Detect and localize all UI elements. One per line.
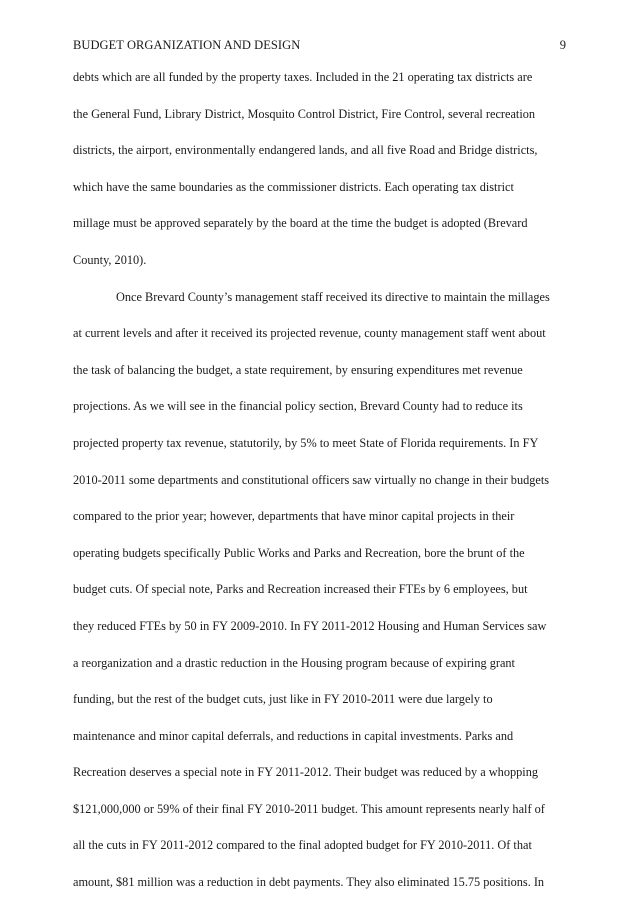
text-line: the task of balancing the budget, a state requirement, by ensuring expenditures met revenue: [73, 362, 523, 377]
text-line: compared to the prior year; however, departments that have minor capital projects in their: [73, 509, 515, 524]
text-line: Recreation deserves a special note in FY 2011-2012. Their budget was reduced by a whopping: [73, 765, 538, 780]
text-line: millage must be approved separately by the board at the time the budget is adopted (Brevard: [73, 216, 528, 231]
text-line: which have the same boundaries as the commissioner districts. Each operating tax district: [73, 179, 514, 194]
text-line: districts, the airport, environmentally endangered lands, and all five Road and Bridge districts,: [73, 143, 538, 158]
text-line: maintenance and minor capital deferrals, and reductions in capital investments. Parks and: [73, 728, 514, 743]
body-text: [73, 67, 571, 909]
text-line: 2010-2011 some departments and constitutional officers saw virtually no change in their budgets: [73, 472, 550, 487]
running-header: [73, 38, 566, 56]
text-line: $121,000,000 or 59% of their final FY 2010-2011 budget. This amount represents nearly half of: [73, 801, 545, 816]
text-line: all the cuts in FY 2011-2012 compared to the final adopted budget for FY 2010-2011. Of that: [73, 838, 532, 853]
page-number: 9: [559, 38, 566, 52]
text-line: funding, but the rest of the budget cuts, just like in FY 2010-2011 were due largely to: [73, 692, 493, 707]
text-line: the General Fund, Library District, Mosquito Control District, Fire Control, several recreation: [73, 106, 536, 121]
text-line: County, 2010).: [73, 252, 147, 267]
text-line: a reorganization and a drastic reduction in the Housing program because of expiring grant: [73, 655, 515, 670]
text-line: they reduced FTEs by 50 in FY 2009-2010. In FY 2011-2012 Housing and Human Services saw: [73, 618, 547, 633]
running-head-title: BUDGET ORGANIZATION AND DESIGN: [73, 38, 301, 52]
text-line: projections. As we will see in the financial policy section, Brevard County had to reduce its: [73, 399, 523, 414]
paragraph-first-line: Once Brevard County’s management staff received its directive to maintain the millages: [116, 289, 550, 304]
text-line: debts which are all funded by the property taxes. Included in the 21 operating tax districts are: [73, 70, 533, 84]
text-line: operating budgets specifically Public Works and Parks and Recreation, bore the brunt of the: [73, 545, 525, 560]
text-line: amount, $81 million was a reduction in debt payments. They also eliminated 15.75 positions. In: [73, 875, 545, 890]
text-line: budget cuts. Of special note, Parks and Recreation increased their FTEs by 6 employees, but: [73, 582, 528, 597]
text-line: projected property tax revenue, statutorily, by 5% to meet State of Florida requirements. In FY: [73, 435, 539, 450]
text-line: at current levels and after it received its projected revenue, county management staff went about: [73, 326, 546, 341]
